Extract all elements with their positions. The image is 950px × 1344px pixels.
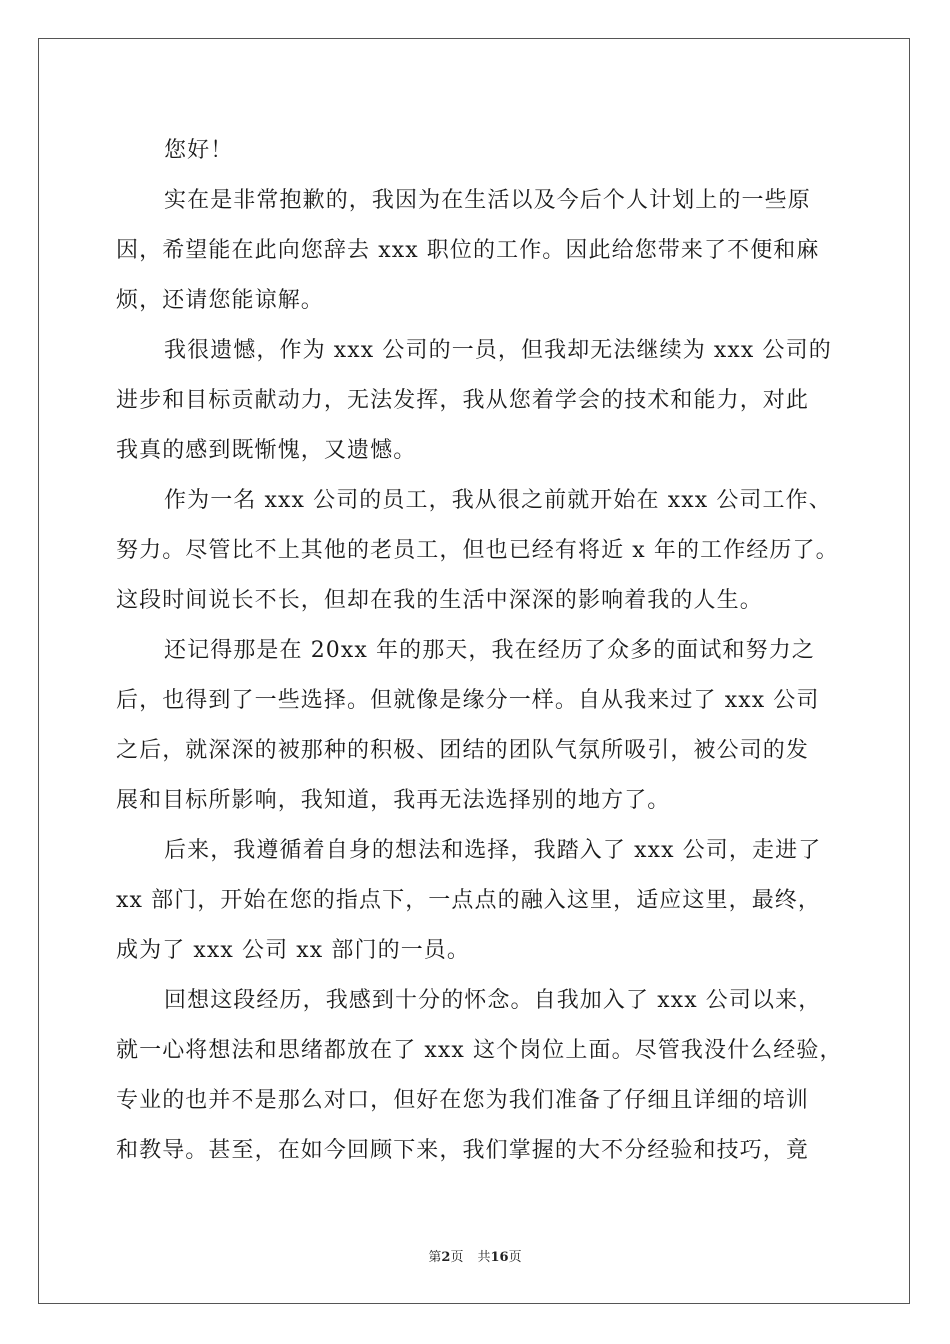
text-line: 努力。尽管比不上其他的老员工，但也已经有将近 x 年的工作经历了。: [116, 538, 839, 563]
footer-total-prefix: 共: [477, 1250, 491, 1265]
footer-total-pages: 16: [490, 1250, 509, 1265]
text-line: 后来，我遵循着自身的想法和选择，我踏入了 xxx 公司，走进了: [164, 838, 822, 863]
text-line: 因，希望能在此向您辞去 xxx 职位的工作。因此给您带来了不便和麻: [116, 238, 820, 263]
text-line: 这段时间说长不长，但却在我的生活中深深的影响着我的人生。: [116, 588, 763, 613]
text-line: 作为一名 xxx 公司的员工，我从很之前就开始在 xxx 公司工作、: [164, 488, 832, 513]
text-line: 回想这段经历，我感到十分的怀念。自我加入了 xxx 公司以来，: [164, 988, 822, 1013]
text-line: 实在是非常抱歉的，我因为在生活以及今后个人计划上的一些原: [164, 188, 811, 213]
footer-total-suffix: 页: [508, 1250, 522, 1265]
text-line: 进步和目标贡献动力，无法发挥，我从您着学会的技术和能力，对此: [116, 388, 810, 413]
text-line: 之后，就深深的被那种的积极、团结的团队气氛所吸引，被公司的发: [116, 738, 810, 763]
text-line: 后，也得到了一些选择。但就像是缘分一样。自从我来过了 xxx 公司: [116, 688, 820, 713]
footer-page-number: 2: [441, 1250, 451, 1265]
text-line: 成为了 xxx 公司 xx 部门的一员。: [116, 938, 471, 963]
text-line: 专业的也并不是那么对口，但好在您为我们准备了仔细且详细的培训: [116, 1088, 810, 1113]
letter-body: [116, 126, 843, 1176]
text-line: 就一心将想法和思绪都放在了 xxx 这个岗位上面。尽管我没什么经验，: [116, 1038, 843, 1063]
text-line: 您好！: [164, 138, 234, 163]
text-line: 我真的感到既惭愧，又遗憾。: [116, 438, 417, 463]
footer-prefix: 第: [428, 1250, 442, 1265]
text-line: 我很遗憾，作为 xxx 公司的一员，但我却无法继续为 xxx 公司的: [164, 338, 832, 363]
text-line: 展和目标所影响，我知道，我再无法选择别的地方了。: [116, 788, 671, 813]
text-line: 烦，还请您能谅解。: [116, 288, 324, 313]
text-line: xx 部门，开始在您的指点下，一点点的融入这里，适应这里，最终，: [116, 888, 822, 913]
footer-page-suffix: 页: [450, 1250, 464, 1265]
text-line: 还记得那是在 20xx 年的那天，我在经历了众多的面试和努力之: [164, 638, 815, 663]
text-line: 和教导。甚至，在如今回顾下来，我们掌握的大不分经验和技巧，竟: [116, 1138, 810, 1163]
page-footer: [0, 1246, 950, 1265]
